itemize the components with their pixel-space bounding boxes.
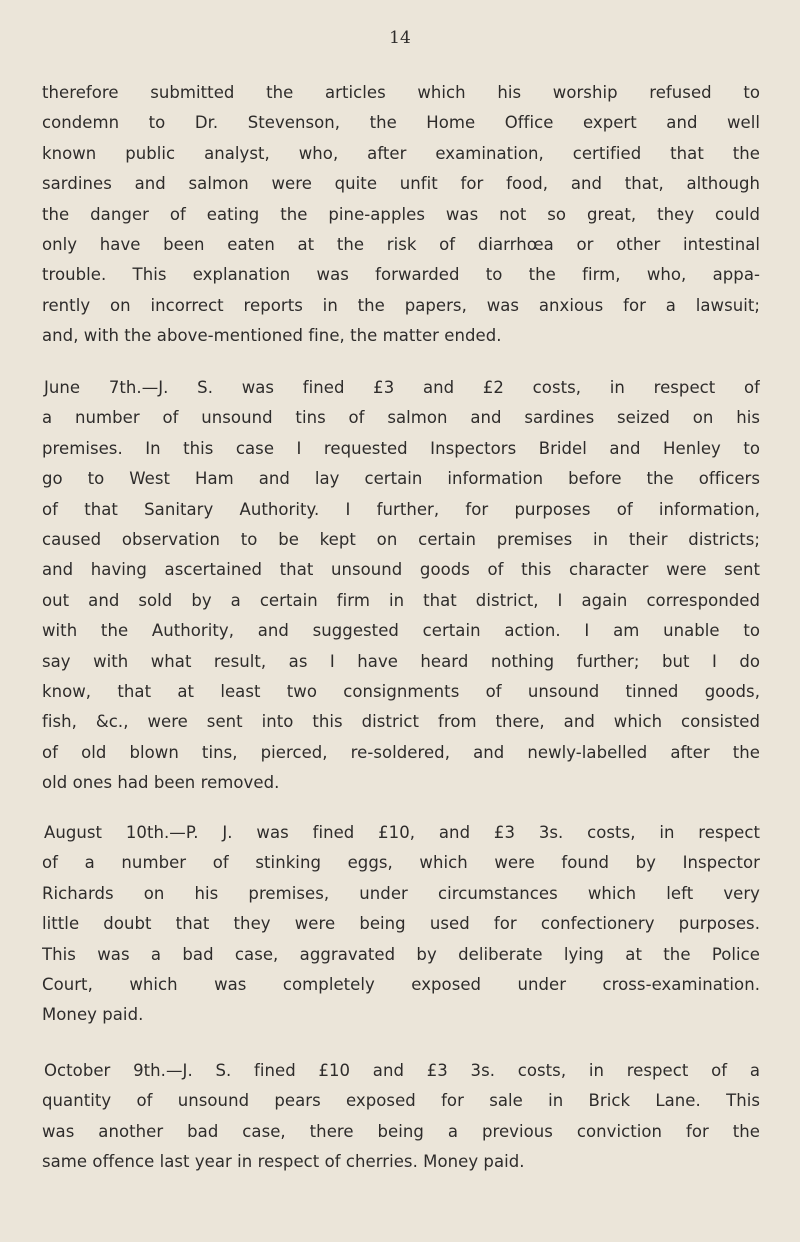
text-line: therefore submitted the articles which his worship refused to	[42, 83, 760, 102]
text-line: know, that at least two consignments of unsound tinned goods,	[42, 682, 760, 702]
text-line: out and sold by a certain firm in that district, I again corresponded	[42, 590, 760, 610]
text-line: with the Authority, and suggested certain action. I am unable to	[42, 621, 760, 641]
text-line: caused observation to be kept on certain premises in their districts;	[42, 530, 760, 550]
text-line: premises. In this case I requested Inspectors Bridel and Henley to	[42, 438, 760, 458]
text-line: Richards on his premises, under circumstances which left very	[42, 883, 760, 903]
paragraph-june	[42, 373, 760, 799]
text-line: a number of unsound tins of salmon and sardines seized on his	[42, 408, 760, 428]
text-line: Money paid.	[42, 1005, 144, 1025]
text-line: sardines and salmon were quite unfit for food, and that, although	[42, 174, 760, 194]
text-line: say with what result, as I have heard nothing further; but I do	[42, 651, 760, 671]
paragraph-august	[42, 818, 760, 1031]
text-line: was another bad case, there being a previous conviction for the	[42, 1121, 760, 1141]
text-line: only have been eaten at the risk of diarrhœa or other intestinal	[42, 235, 760, 255]
text-line: the danger of eating the pine-apples was not so great, they could	[42, 204, 760, 224]
paragraph-october	[42, 1056, 760, 1178]
text-line: August 10th.—P. J. was fined £10, and £3 3s. costs, in respect	[44, 823, 760, 842]
text-line: and, with the above-mentioned fine, the matter ended.	[42, 326, 502, 346]
text-line: rently on incorrect reports in the papers, was anxious for a lawsuit;	[42, 295, 760, 315]
text-line: Court, which was completely exposed under cross-examination.	[42, 975, 760, 995]
text-line: known public analyst, who, after examination, certified that the	[42, 143, 760, 163]
text-line: of old blown tins, pierced, re-soldered, and newly-labelled after the	[42, 742, 760, 762]
text-line: and having ascertained that unsound goods of this character were sent	[42, 560, 760, 580]
text-line: of that Sanitary Authority. I further, for purposes of information,	[42, 499, 760, 519]
text-line: October 9th.—J. S. fined £10 and £3 3s. costs, in respect of a	[44, 1061, 760, 1080]
text-line: This was a bad case, aggravated by deliberate lying at the Police	[42, 944, 760, 964]
text-line: go to West Ham and lay certain information before the officers	[42, 469, 760, 489]
text-line: little doubt that they were being used for confectionery purposes.	[42, 914, 760, 934]
text-line: fish, &c., were sent into this district from there, and which consisted	[42, 712, 760, 732]
text-line: condemn to Dr. Stevenson, the Home Office expert and well	[42, 113, 760, 133]
text-line: same offence last year in respect of cherries. Money paid.	[42, 1152, 525, 1172]
text-line: June 7th.—J. S. was fined £3 and £2 costs, in respect of	[44, 378, 760, 397]
page-number: 14	[389, 28, 411, 48]
text-line: old ones had been removed.	[42, 773, 280, 793]
text-line: trouble. This explanation was forwarded to the firm, who, appa-	[42, 265, 760, 285]
text-line: of a number of stinking eggs, which were found by Inspector	[42, 853, 760, 873]
paragraph-continuation	[42, 78, 760, 352]
text-line: quantity of unsound pears exposed for sale in Brick Lane. This	[42, 1091, 760, 1111]
